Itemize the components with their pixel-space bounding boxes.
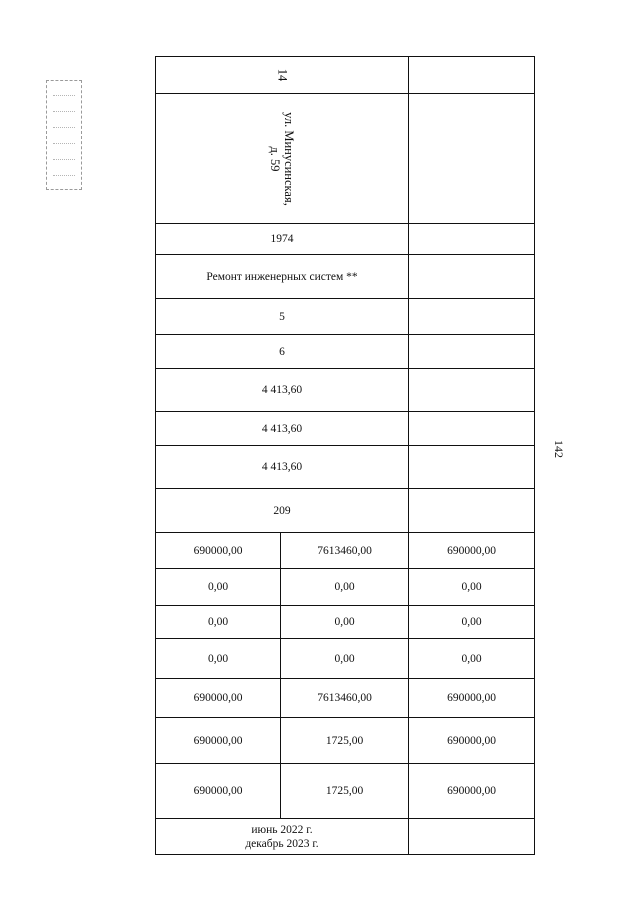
work-type-row (156, 255, 534, 299)
residents-count: 209 (156, 489, 409, 532)
cost-row (156, 764, 534, 819)
cost-cell: 690000,00 (156, 679, 281, 717)
floors-row (156, 299, 534, 335)
period-row (156, 819, 534, 854)
empty-cell (409, 335, 534, 368)
empty-cell (409, 94, 534, 223)
cost-cell: 690000,00 (447, 692, 496, 704)
cost-cell: 0,00 (281, 606, 409, 638)
empty-cell (409, 489, 534, 532)
work-period (156, 819, 409, 854)
cost-row (156, 639, 534, 679)
row-number-row (156, 57, 534, 94)
year-built: 1974 (156, 224, 409, 254)
floors-count: 5 (156, 299, 409, 334)
cost-row (156, 533, 534, 569)
cost-cell: 1725,00 (281, 718, 409, 763)
entrances-row (156, 335, 534, 369)
cost-cell: 0,00 (156, 569, 281, 605)
cost-row (156, 718, 534, 764)
empty-cell (409, 299, 534, 334)
address-house: д. 59 (268, 145, 282, 172)
cost-cell: 7613460,00 (281, 679, 409, 717)
area-row (156, 446, 534, 489)
year-row (156, 224, 534, 255)
empty-cell (409, 57, 534, 93)
cost-cell: 0,00 (461, 616, 482, 628)
cost-cell: 0,00 (461, 652, 482, 665)
residents-row (156, 489, 534, 533)
period-end: декабрь 2023 г. (245, 837, 319, 850)
area-row (156, 412, 534, 446)
empty-cell (409, 446, 534, 488)
empty-cell (409, 224, 534, 254)
living-area: 4 413,60 (156, 412, 409, 445)
empty-cell (409, 412, 534, 445)
address-row (156, 94, 534, 224)
period-start: июнь 2022 г. (251, 823, 313, 836)
entrances-count: 6 (156, 335, 409, 368)
cost-cell: 690000,00 (447, 544, 496, 557)
cost-row (156, 679, 534, 718)
total-area: 4 413,60 (156, 369, 409, 411)
cost-cell: 690000,00 (447, 734, 496, 747)
area-row (156, 369, 534, 412)
page-number: 142 (552, 440, 566, 458)
empty-cell (409, 369, 534, 411)
housing-table (155, 56, 535, 855)
cost-cell: 690000,00 (156, 718, 281, 763)
row-number: 14 (275, 68, 289, 82)
address-street: ул. Минусинская, (282, 111, 296, 206)
address (268, 112, 296, 206)
cost-cell: 7613460,00 (281, 533, 409, 568)
cost-cell: 0,00 (156, 639, 281, 678)
cost-row (156, 569, 534, 606)
cost-cell: 690000,00 (447, 785, 496, 797)
cost-cell: 0,00 (281, 639, 409, 678)
cost-row (156, 606, 534, 639)
cost-cell: 0,00 (156, 606, 281, 638)
residential-area: 4 413,60 (156, 446, 409, 488)
cost-cell: 690000,00 (156, 764, 281, 818)
empty-cell (409, 819, 534, 854)
cost-cell: 0,00 (461, 581, 482, 593)
work-type: Ремонт инженерных систем ** (156, 255, 409, 298)
cost-cell: 0,00 (281, 569, 409, 605)
empty-cell (409, 255, 534, 298)
cost-cell: 690000,00 (156, 533, 281, 568)
archive-stamp (46, 80, 82, 190)
cost-cell: 1725,00 (281, 764, 409, 818)
